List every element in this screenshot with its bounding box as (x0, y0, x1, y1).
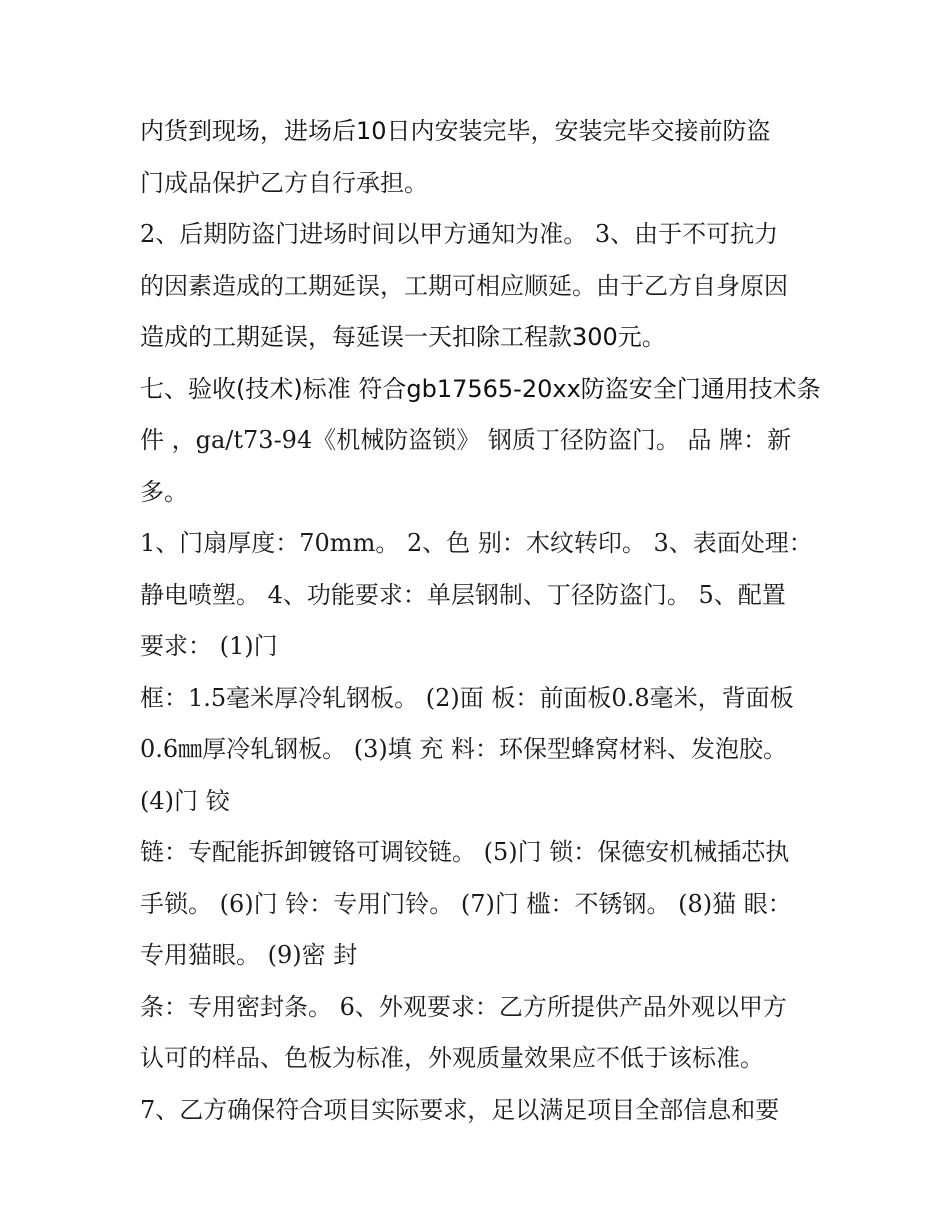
text-line: (4)门 铰 (140, 786, 230, 815)
text-line: 链：专配能拆卸镀铬可调铰链。 (5)门 锁：保德安机械插芯执 (140, 838, 790, 866)
contract-text-block (140, 106, 820, 1136)
text-line: 手锁。 (6)门 铃：专用门铃。 (7)门 槛：不锈钢。 (8)猫 眼： (140, 889, 792, 918)
text-line: 七、验收(技术)标准 符合gb17565-20xx防盗安全门通用技术条 (140, 374, 821, 403)
text-line: 多。 (140, 477, 188, 506)
text-line: 静电喷塑。 4、功能要求：单层钢制、丁径防盗门。 5、配置 (140, 580, 786, 609)
text-line: 7、乙方确保符合项目实际要求，足以满足项目全部信息和要 (140, 1095, 780, 1124)
text-line: 框：1.5毫米厚冷轧钢板。 (2)面 板：前面板0.8毫米，背面板 (140, 683, 794, 712)
text-line: 内货到现场，进场后10日内安装完毕，安装完毕交接前防盗 (140, 117, 771, 145)
text-line: 造成的工期延误，每延误一天扣除工程款300元。 (140, 323, 666, 351)
text-line: 件 ，ga/t73-94《机械防盗锁》 钢质丁径防盗门。 品 牌：新 (140, 426, 792, 454)
text-line: 认可的样品、色板为标准，外观质量效果应不低于该标准。 (140, 1044, 764, 1072)
text-line: 2、后期防盗门进场时间以甲方通知为准。 3、由于不可抗力 (140, 220, 779, 248)
text-line: 1、门扇厚度：70mm。 2、色 别：木纹转印。 3、表面处理： (140, 529, 813, 557)
text-line: 的因素造成的工期延误，工期可相应顺延。由于乙方自身原因 (140, 271, 788, 300)
text-line: 门成品保护乙方自行承担。 (140, 168, 428, 197)
text-line: 要求： (1)门 (140, 632, 278, 660)
text-line: 条：专用密封条。 6、外观要求：乙方所提供产品外观以甲方 (140, 992, 787, 1021)
text-line: 0.6㎜厚冷轧钢板。 (3)填 充 料：环保型蜂窝材料、发泡胶。 (140, 735, 788, 763)
text-line: 专用猫眼。 (9)密 封 (140, 941, 358, 969)
